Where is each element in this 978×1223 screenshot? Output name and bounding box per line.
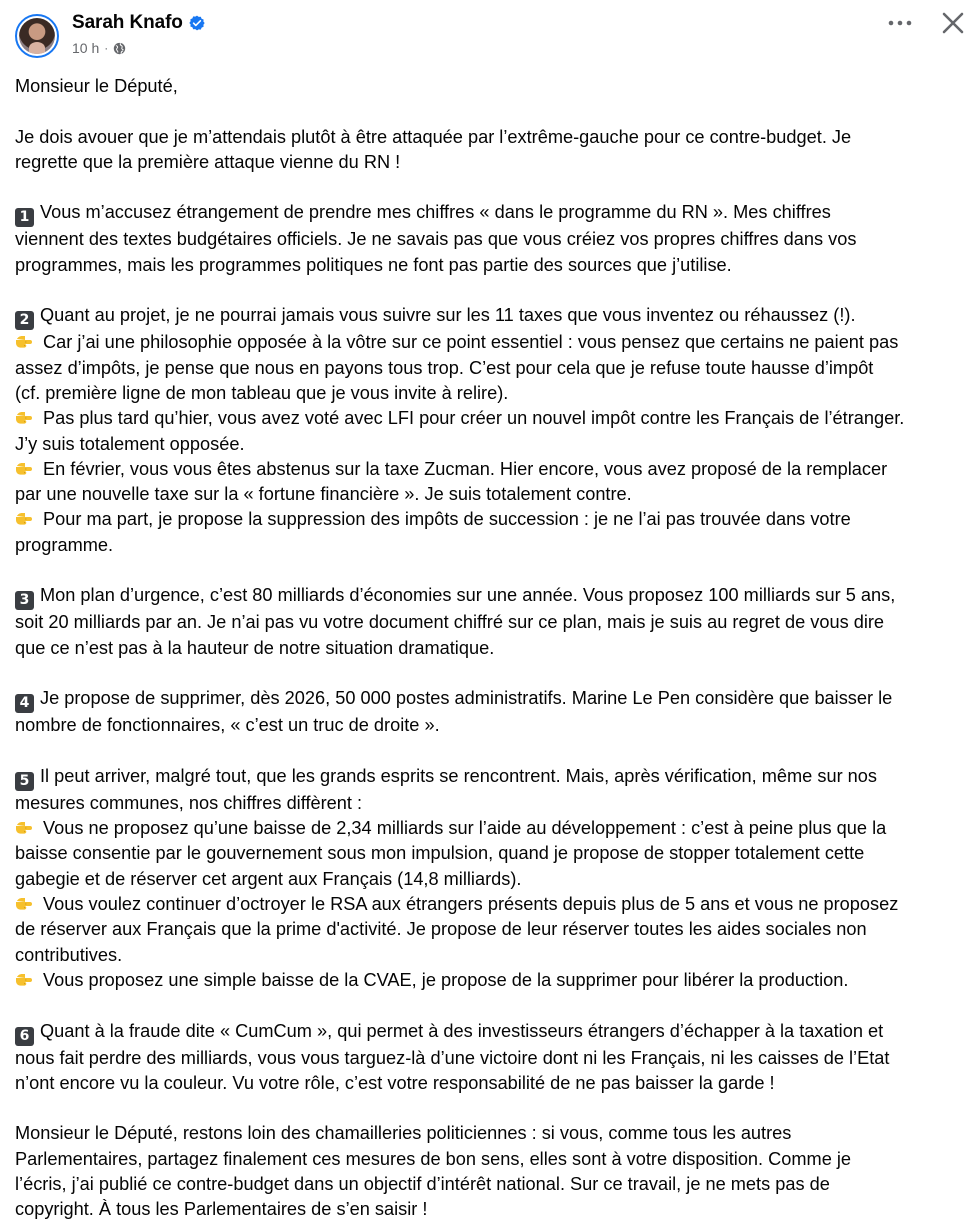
avatar[interactable] xyxy=(15,14,59,58)
paragraph-intro: Je dois avouer que je m’attendais plutôt à être attaquée par l’extrême-gauche pour ce contre-budget. Je regrette que la première attaque vienne du RN ! xyxy=(15,126,852,172)
point-6-text: Quant à la fraude dite « CumCum », qui permet à des investisseurs étrangers d’échapper à la taxation et nous fait perdre des milliards, vous vous targuez-là d’une victoire dont ni les Français, ni les caisses de l’Etat n’ont encore vu la couleur. Vu votre rôle, c’est votre responsabilité de ne pas baisser la garde ! xyxy=(15,1020,890,1093)
more-options-icon xyxy=(888,20,912,26)
bullet-text: En février, vous vous êtes abstenus sur la taxe Zucman. Hier encore, vous avez proposé de la remplacer par une nouvelle taxe sur la « fortune financière ». Je suis totalement contre. xyxy=(15,458,888,505)
post-header xyxy=(0,0,978,70)
keycap-1-icon: 1 xyxy=(15,208,34,227)
pointing-hand-icon xyxy=(15,819,41,837)
bullet-item xyxy=(15,457,970,508)
bullet-item xyxy=(15,816,970,892)
point-4-text: Je propose de supprimer, dès 2026, 50 000 postes administratifs. Marine Le Pen considère que baisser le nombre de fonctionnaires, « c’est un truc de droite ». xyxy=(15,688,893,736)
bullet-text: Vous voulez continuer d’octroyer le RSA aux étrangers présents depuis plus de 5 ans et vous ne proposez de réserver aux Français que la prime d'activité. Je propose de leur réserver toutes les aides sociales non contributives. xyxy=(15,894,899,965)
author-name[interactable]: Sarah Knafo xyxy=(72,12,183,33)
keycap-5-icon: 5 xyxy=(15,772,34,791)
keycap-6-icon: 6 xyxy=(15,1027,34,1046)
pointing-hand-icon xyxy=(15,971,41,989)
close-icon xyxy=(942,12,964,34)
paragraph-point-1 xyxy=(15,200,970,278)
paragraph-closing: Monsieur le Député, restons loin des chamailleries politiciennes : si vous, comme tous les autres Parlementaires, partagez finalement ces mesures de bon sens, elles sont à votre disposition. Comme je l’écris, j’ai publié ce contre-budget dans un objectif d’intérêt national. Sur ce travail, je ne mets pas de copyright. À tous les Parlementaires de s’en saisir ! xyxy=(15,1123,852,1220)
bullet-text: Pour ma part, je propose la suppression des impôts de succession : je ne l’ai pas trouvée dans votre programme. xyxy=(15,509,851,555)
bullet-item xyxy=(15,892,970,968)
bullet-text: Pas plus tard qu’hier, vous avez voté avec LFI pour créer un nouvel impôt contre les Français de l’étranger. J’y suis totalement opposée. xyxy=(15,408,905,454)
paragraph-point-4 xyxy=(15,686,970,738)
pointing-hand-icon xyxy=(15,333,41,351)
meta-separator: · xyxy=(104,41,109,55)
globe-icon[interactable] xyxy=(113,42,126,55)
paragraph-point-2 xyxy=(15,303,970,330)
pointing-hand-icon xyxy=(15,409,41,427)
pointing-hand-icon xyxy=(15,510,41,528)
pointing-hand-icon xyxy=(15,895,41,913)
bullet-text: Vous proposez une simple baisse de la CVAE, je propose de la supprimer pour libérer la production. xyxy=(43,969,849,990)
paragraph-point-3 xyxy=(15,583,970,661)
post-time[interactable]: 10 h xyxy=(72,40,100,56)
bullet-item xyxy=(15,406,970,457)
paragraph-point-6 xyxy=(15,1019,970,1097)
point-2-text: Quant au projet, je ne pourrai jamais vous suivre sur les 11 taxes que vous inventez ou réhaussez (!). xyxy=(40,305,856,326)
paragraph-point-5 xyxy=(15,764,970,816)
post-text xyxy=(15,74,970,1223)
paragraph-greeting: Monsieur le Député, xyxy=(15,76,178,96)
point-1-text: Vous m’accusez étrangement de prendre mes chiffres « dans le programme du RN ». Mes chiffres viennent des textes budgétaires officiels. Je ne savais pas que vous créiez vos propres chiffres dans vos programmes, mais les programmes politiques ne font pas partie des sources que j’utilise. xyxy=(15,202,857,275)
keycap-3-icon: 3 xyxy=(15,591,34,610)
post-meta xyxy=(72,40,126,56)
pointing-hand-icon xyxy=(15,460,41,478)
keycap-4-icon: 4 xyxy=(15,694,34,713)
point-3-text: Mon plan d’urgence, c’est 80 milliards d’économies sur une année. Vous proposez 100 milliards sur 5 ans, soit 20 milliards par an. Je n’ai pas vu votre document chiffré sur ce plan, mais je suis au regret de vous dire que ce n’est pas à la hauteur de notre situation dramatique. xyxy=(15,585,896,658)
bullet-item xyxy=(15,968,970,993)
avatar-photo xyxy=(19,18,55,54)
keycap-2-icon: 2 xyxy=(15,311,34,330)
bullet-text: Car j’ai une philosophie opposée à la vôtre sur ce point essentiel : vous pensez que certains ne paient pas assez d’impôts, je pense que nous en payons tous trop. C’est pour cela que je refuse toute hausse d’impôt (cf. première ligne de mon tableau que je vous invite à relire). xyxy=(15,332,899,403)
author-row xyxy=(72,12,205,34)
bullet-item xyxy=(15,330,970,406)
more-options-button[interactable] xyxy=(883,8,917,38)
verified-badge-icon xyxy=(189,15,205,31)
close-button[interactable] xyxy=(936,6,970,40)
bullet-item xyxy=(15,507,970,558)
point-5-text: Il peut arriver, malgré tout, que les grands esprits se rencontrent. Mais, après vérification, même sur nos mesures communes, nos chiffres diffèrent : xyxy=(15,765,877,813)
bullet-text: Vous ne proposez qu’une baisse de 2,34 milliards sur l’aide au développement : c’est à peine plus que la baisse consentie par le gouvernement sous mon impulsion, quand je propose de stopper totalement cette gabegie et de réserver cet argent aux Français (14,8 milliards). xyxy=(15,818,887,889)
